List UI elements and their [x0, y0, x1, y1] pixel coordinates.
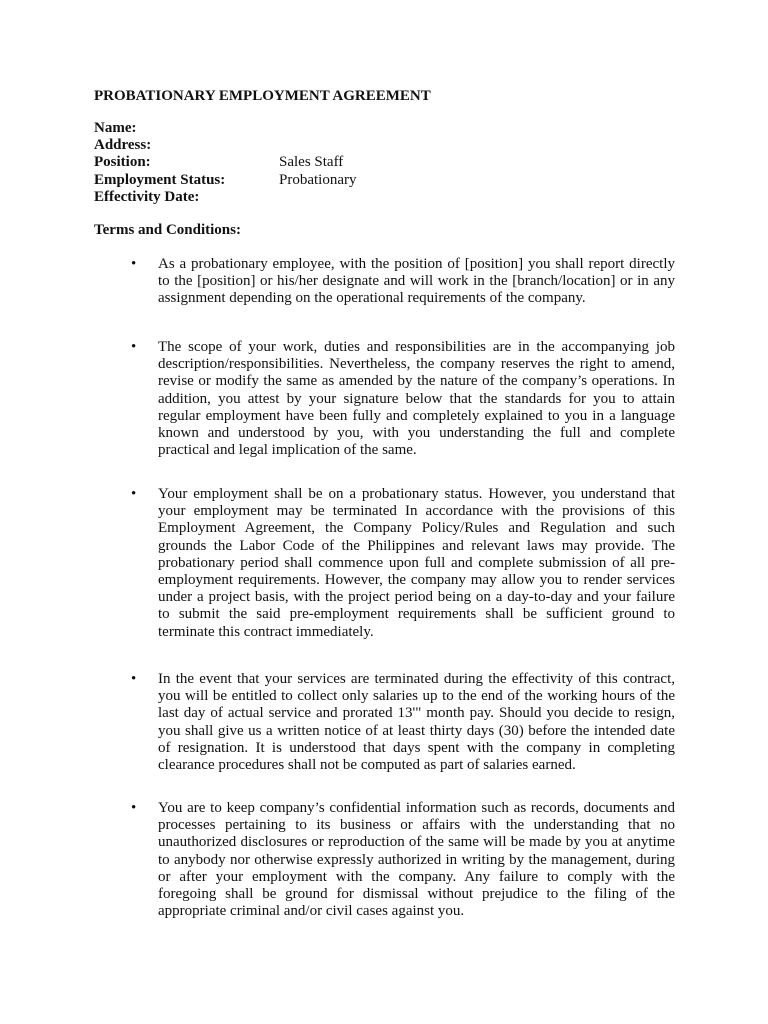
term-line: The scope of your work, duties and responsibilities are in the accompanying job: [158, 339, 675, 355]
term-line: you shall give us a written notice of at least thirty days (30) before the intended date: [158, 722, 675, 739]
field-value: Sales Staff: [279, 154, 344, 171]
terms-heading: Terms and Conditions:: [94, 222, 241, 238]
term-paragraph: [158, 486, 675, 641]
term-line: You are to keep company’s confidential information such as records, documents and: [158, 800, 675, 816]
term-line: of resignation. It is understood that days spent with the company in completing: [158, 739, 675, 756]
term-line: Your employment shall be on a probationary status. However, you understand that: [158, 486, 675, 502]
term-line: to anybody nor otherwise expressly authorized in writing by the management, during: [158, 851, 675, 868]
term-line: practical and legal implication of the same.: [158, 442, 417, 459]
term-line: to submit the said pre-employment requirements shall be sufficient ground to: [158, 606, 675, 623]
term-line: description/responsibilities. Nevertheless, the company reserves the right to amend,: [158, 356, 675, 373]
term-line: terminate this contract immediately.: [158, 623, 374, 640]
term-line: or after your employment with the company. Any failure to comply with the: [158, 868, 675, 885]
term-line: appropriate criminal and/or civil cases against you.: [158, 903, 465, 920]
term-line: known and understood by you, with you understanding the full and complete: [158, 424, 675, 441]
term-line: clearance procedures shall not be computed as part of salaries earned.: [158, 756, 576, 773]
field-label: Name:: [94, 120, 137, 136]
bullet-icon: •: [131, 256, 137, 272]
term-line: addition, you attest by your signature below that the standards for you to attain: [158, 390, 675, 407]
term-line: foregoing shall be ground for dismissal without prejudice to the filing of the: [158, 885, 675, 902]
term-line: regular employment have been fully and completely explained to you in a language: [158, 407, 675, 424]
term-paragraph: [158, 671, 675, 774]
term-line: your employment may be terminated In accordance with the provisions of this: [158, 503, 675, 520]
bullet-icon: •: [131, 486, 137, 502]
term-paragraph: [158, 800, 675, 920]
term-line: Employment Agreement, the Company Policy/Rules and Regulation and such: [158, 520, 675, 537]
field-label: Employment Status:: [94, 171, 226, 188]
term-line: revise or modify the same as amended by the nature of the company’s operations. In: [158, 373, 675, 390]
term-line: to the [position] or his/her designate and will work in the [branch/location] or in any: [158, 273, 675, 290]
term-line: grounds the Labor Code of the Philippines and relevant laws may provide. The: [158, 537, 675, 554]
term-line: unauthorized disclosures or reproduction of the same will be made by you at anytime: [158, 834, 675, 851]
term-line: you will be entitled to collect only salaries up to the end of the working hours of the: [158, 688, 675, 705]
bullet-icon: •: [131, 339, 137, 355]
document-title: PROBATIONARY EMPLOYMENT AGREEMENT: [94, 88, 431, 104]
term-line: As a probationary employee, with the position of [position] you shall report directly: [158, 256, 675, 272]
term-line: employment requirements. However, the company may allow you to render services: [158, 571, 675, 588]
field-label: Effectivity Date:: [94, 188, 200, 205]
field-value: Probationary: [279, 171, 357, 188]
term-paragraph: [158, 339, 675, 459]
term-line: assignment depending on the operational requirements of the company.: [158, 290, 586, 307]
bullet-icon: •: [131, 800, 137, 816]
field-label: Address:: [94, 137, 152, 154]
term-line: last day of actual service and prorated 13'" month pay. Should you decide to resign,: [158, 705, 675, 722]
term-paragraph: [158, 256, 675, 308]
term-line: probationary period shall commence upon full and complete submission of all pre-: [158, 554, 675, 571]
bullet-icon: •: [131, 671, 137, 687]
term-line: under a project basis, with the project period being on a day-to-day and your failure: [158, 589, 675, 606]
term-line: In the event that your services are terminated during the effectivity of this contract,: [158, 671, 675, 687]
term-line: processes pertaining to its business or affairs with the understanding that no: [158, 817, 675, 834]
field-label: Position:: [94, 154, 151, 171]
